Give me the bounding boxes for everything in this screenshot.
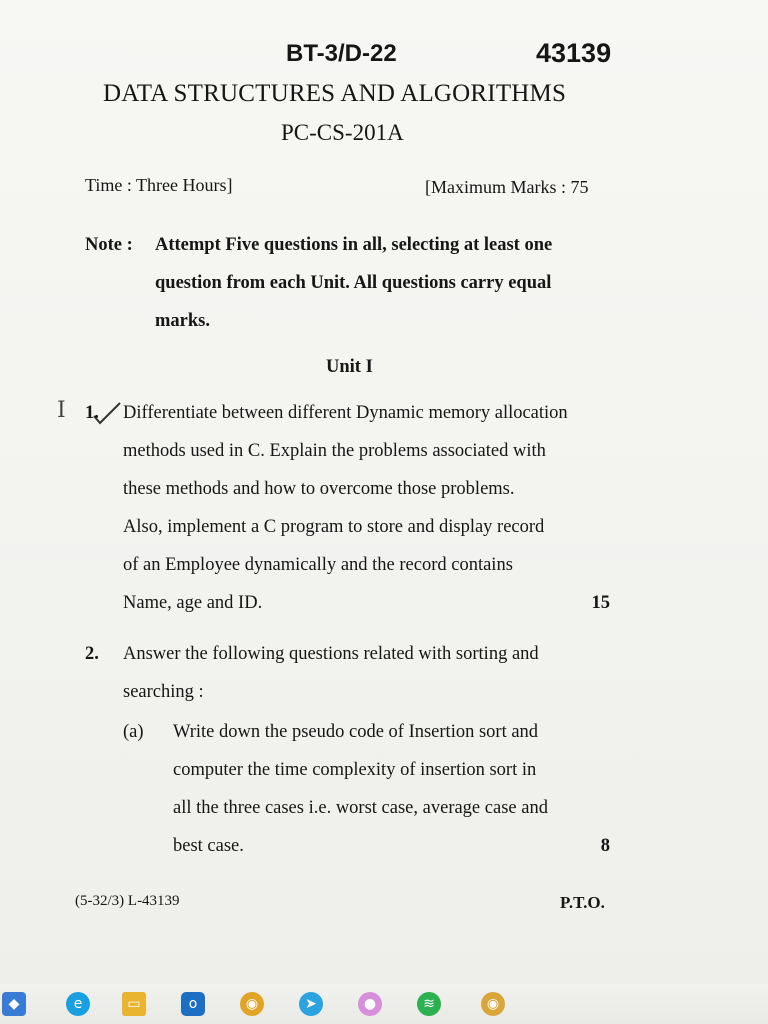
q1-line: methods used in C. Explain the problems associated with	[123, 441, 546, 461]
paper-code: BT-3/D-22	[286, 40, 397, 67]
unit-heading: Unit I	[326, 357, 373, 377]
q2a-text	[173, 713, 610, 865]
telegram-icon[interactable]: ➤	[299, 992, 323, 1016]
q1-number: 1.	[85, 403, 99, 423]
paint-icon[interactable]: ●	[358, 992, 382, 1016]
q2-text	[123, 635, 610, 711]
roll-number: 43139	[536, 38, 612, 68]
q2a-line: Write down the pseudo code of Insertion sort and	[173, 722, 539, 742]
q1-last-line	[123, 584, 610, 622]
note-text	[155, 226, 610, 340]
q1-text	[123, 394, 610, 622]
footer-code: (5-32/3) L-43139	[75, 893, 180, 909]
q2-line: Answer the following questions related with sorting and	[123, 644, 539, 664]
q2a-line: computer the time complexity of insertion sort in	[173, 760, 537, 780]
q1-line: Differentiate between different Dynamic memory allocation	[123, 403, 568, 423]
course-code: PC-CS-201A	[281, 120, 404, 145]
outlook-icon[interactable]: o	[181, 992, 205, 1016]
files-icon[interactable]: ▭	[122, 992, 146, 1016]
q2a-line: best case.	[173, 836, 244, 856]
time-allowed: Time : Three Hours]	[85, 175, 233, 195]
q2a-last-line	[173, 827, 610, 865]
chrome-icon[interactable]: ◉	[240, 992, 264, 1016]
maximum-marks: [Maximum Marks : 75	[425, 177, 589, 197]
margin-mark: I	[57, 398, 66, 423]
paper-title: DATA STRUCTURES AND ALGORITHMS	[103, 80, 567, 107]
taskbar	[0, 984, 768, 1024]
q2-line: searching :	[123, 682, 204, 702]
pto-label: P.T.O.	[560, 893, 605, 912]
q2a-label: (a)	[123, 722, 144, 742]
q1-line: Name, age and ID.	[123, 593, 263, 613]
q1-line: these methods and how to overcome those problems.	[123, 479, 515, 499]
note-line-1: Attempt Five questions in all, selecting at least one	[155, 235, 553, 255]
note-label: Note :	[85, 235, 133, 255]
q2a-line: all the three cases i.e. worst case, average case and	[173, 798, 548, 818]
edge-icon[interactable]: e	[66, 992, 90, 1016]
spotify-icon[interactable]: ≋	[417, 992, 441, 1016]
q2-number: 2.	[85, 644, 99, 664]
app-icon[interactable]: ◆	[2, 992, 26, 1016]
q2a-marks: 8	[600, 836, 610, 856]
q1-line: Also, implement a C program to store and display record	[123, 517, 545, 537]
note-line-2: question from each Unit. All questions carry equal	[155, 273, 552, 293]
note-line-3: marks.	[155, 311, 210, 331]
q1-marks: 15	[591, 593, 610, 613]
chrome-canary-icon[interactable]: ◉	[481, 992, 505, 1016]
q1-line: of an Employee dynamically and the record contains	[123, 555, 513, 575]
